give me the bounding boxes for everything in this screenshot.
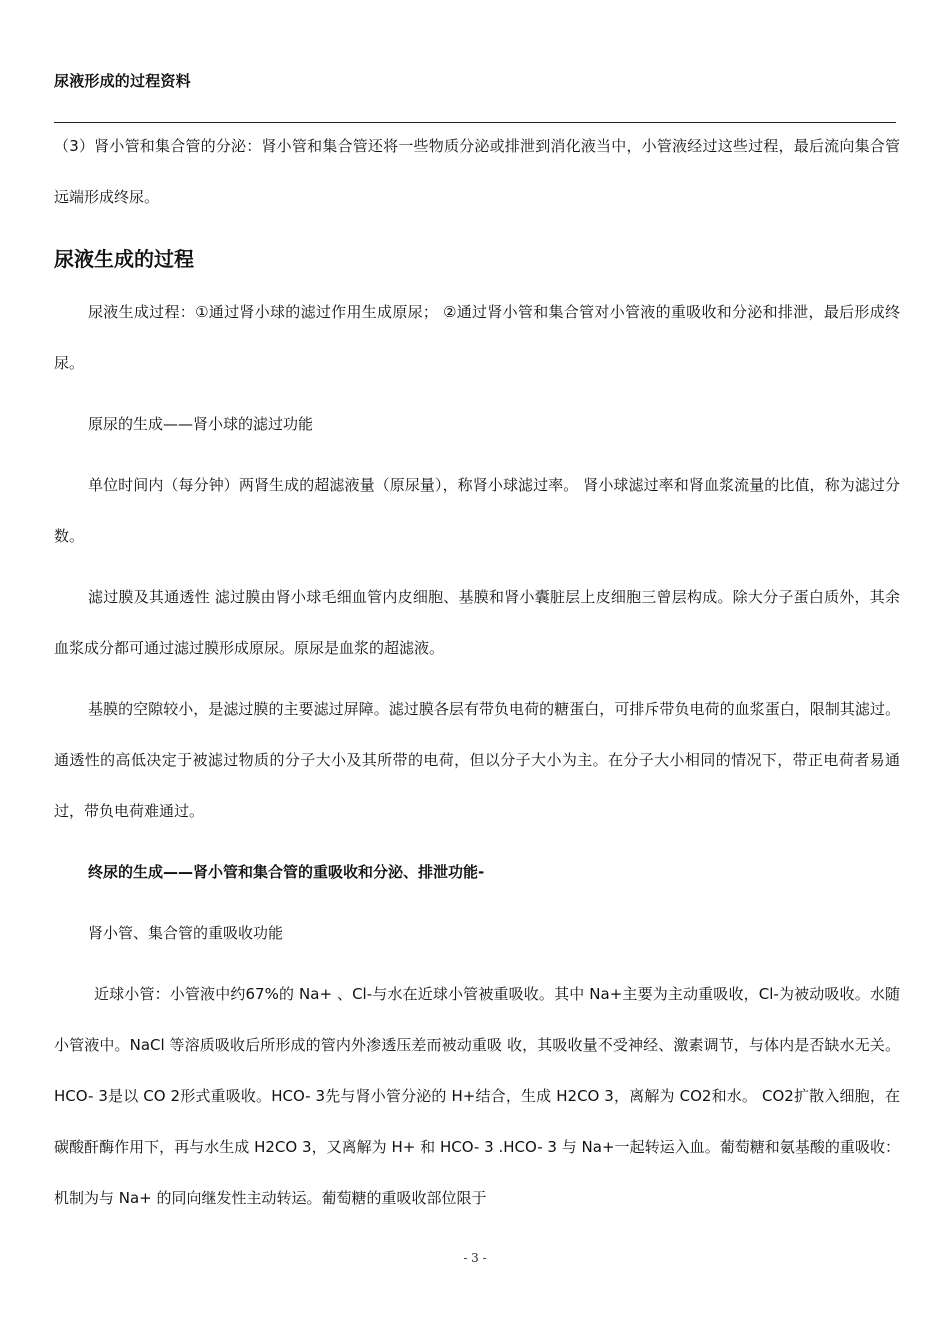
page-number: - 3 -	[463, 1251, 487, 1265]
paragraph-primary-urine-heading: 原尿的生成——肾小球的滤过功能	[88, 415, 314, 433]
paragraph-proximal-tubule: 近球小管：小管液中约67%的 Na+ 、Cl-与水在近球小管被重吸收。其中 Na+主要为主动重吸收，Cl-为被动吸收。水随小管液中。NaCl 等溶质吸收后所形成的管内外渗透压差而被动重吸 收，其吸收量不受神经、激素调节，与体内是否缺水无关。HCO- 3是以 CO 2形式重吸收。HCO- 3先与肾小管分泌的 H+结合，生成 H2CO 3，离解为 CO2和水。 CO2扩散入细胞，在碳酸酐酶作用下，再与水生成 H2CO 3，又离解为 H+ 和 HCO- 3 .HCO- 3 与 Na+一起转运入血。葡萄糖和氨基酸的重吸收：机制为与 Na+ 的同向继发性主动转运。葡萄糖的重吸收部位限于	[54, 985, 900, 1207]
paragraph-filtration-membrane: 滤过膜及其通透性 滤过膜由肾小球毛细血管内皮细胞、基膜和肾小囊脏层上皮细胞三曾层构成。除大分子蛋白质外，其余血浆成分都可通过滤过膜形成原尿。原尿是血浆的超滤液。	[54, 588, 900, 657]
section-heading: 尿液生成的过程	[54, 247, 194, 271]
paragraph-reabsorption-heading: 肾小管、集合管的重吸收功能	[88, 924, 284, 942]
paragraph-secretion: （3）肾小管和集合管的分泌：肾小管和集合管还将一些物质分泌或排泄到消化液当中，小管液经过这些过程，最后流向集合管远端形成终尿。	[54, 137, 900, 206]
document-body	[54, 121, 900, 1224]
paragraph-final-urine-heading: 终尿的生成——肾小管和集合管的重吸收和分泌、排泄功能-	[88, 863, 485, 881]
paragraph-filtration-rate: 单位时间内（每分钟）两肾生成的超滤液量（原尿量），称肾小球滤过率。 肾小球滤过率和肾血浆流量的比值，称为滤过分数。	[54, 476, 900, 545]
paragraph-urine-formation-process: 尿液生成过程：①通过肾小球的滤过作用生成原尿； ②通过肾小管和集合管对小管液的重吸收和分泌和排泄，最后形成终尿。	[54, 303, 900, 372]
running-header: 尿液形成的过程资料	[54, 72, 191, 90]
paragraph-basement-membrane: 基膜的空隙较小，是滤过膜的主要滤过屏障。滤过膜各层有带负电荷的糖蛋白，可排斥带负电荷的血浆蛋白，限制其滤过。通透性的高低决定于被滤过物质的分子大小及其所带的电荷，但以分子大小为主。在分子大小相同的情况下，带正电荷者易通过，带负电荷难通过。	[54, 700, 900, 820]
